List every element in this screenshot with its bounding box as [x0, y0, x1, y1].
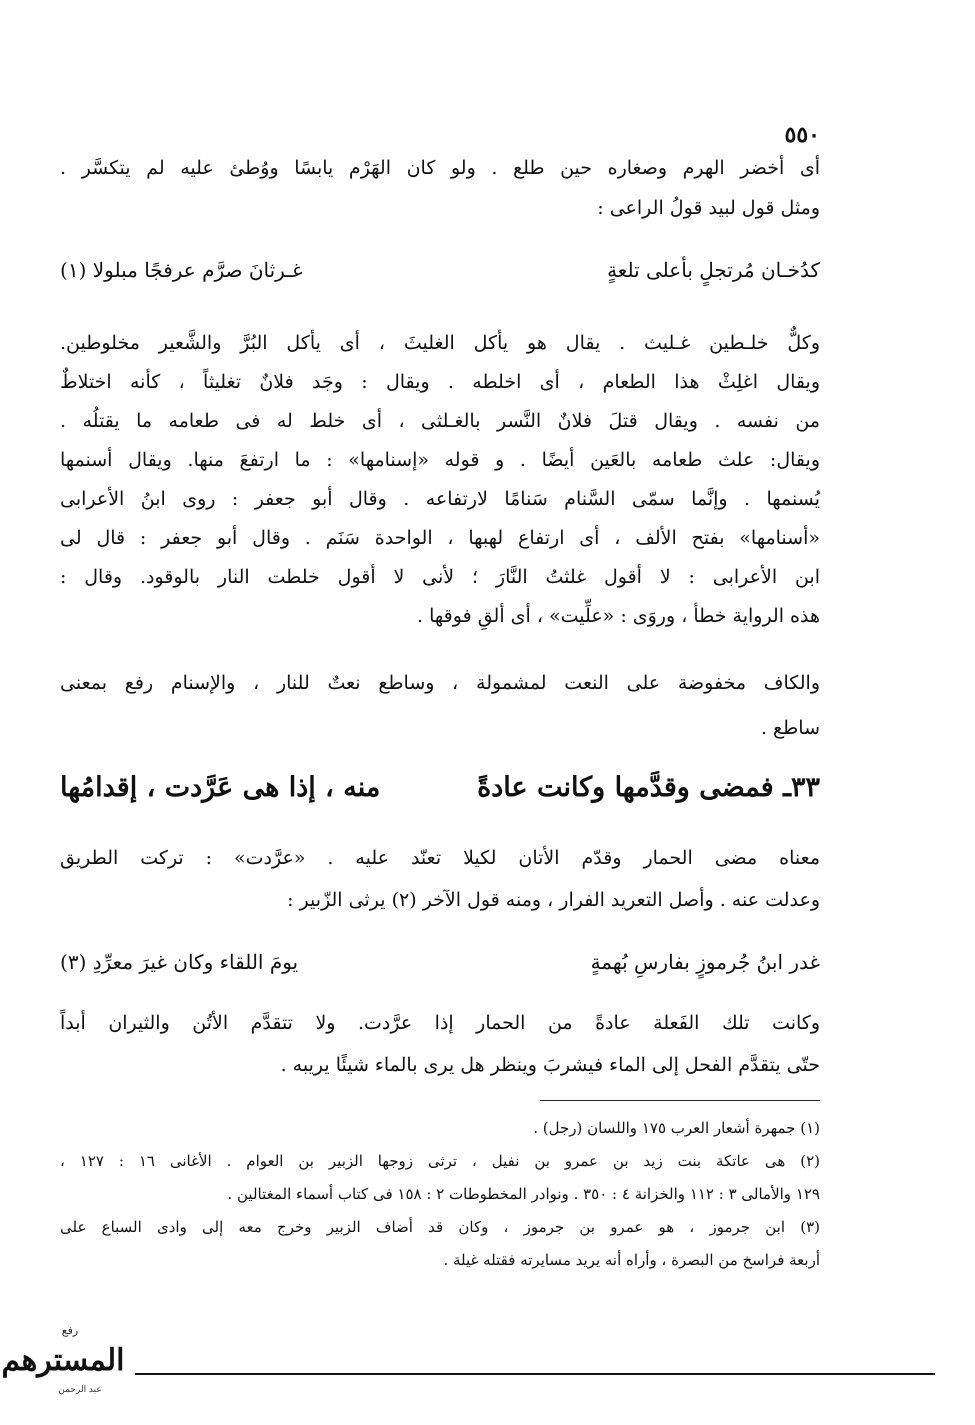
svg-text:المسترهم: المسترهم: [1, 1343, 125, 1378]
footnote-divider: [540, 1100, 820, 1101]
body-line: يُسنمها . وإنَّما سمّى السَّنام سَنامًا لارتفاعه . وقال أبو جعفر : روى ابنُ الأعرابى: [60, 488, 820, 510]
body-line: ويقال: علث طعامه بالعَين أيضًا . و قوله «إسنامها» : ما ارتفعَ منها. ويقال أسنمها: [60, 449, 820, 471]
body-line: وكانت تلك الفَعلة عادةً من الحمار إذا عرَّدت. ولا تتقدَّم الأتُن والثيران أبداً: [60, 1012, 820, 1034]
body-line: أى أخضر الهرم وصغاره حين طلع . ولو كان الهَرْم يابسًا ووُطئ عليه لم يتكسَّر .: [60, 157, 820, 179]
body-line: من نفسه . ويقال قتلَ فلانٌ النَّسر بالغـلثى ، أى خلط له فى طعامه ما يقتلُه .: [60, 410, 820, 432]
body-line: هذه الرواية خطأ ، وروَى : «علِّيت» ، أى ألقِ فوقها .: [417, 605, 820, 627]
verse-first-hemistich: غدر ابنُ جُرموزٍ بفارسِ بُهمةٍ: [590, 950, 820, 974]
body-line: والكاف مخفوضة على النعت لمشمولة ، وساطع نعتٌ للنار ، والإسنام رفع بمعنى: [60, 672, 820, 694]
verse-second-hemistich: غـرثانَ صرَّم عرفجًا مبلولا (١): [60, 258, 303, 282]
body-line: وعدلت عنه . وأصل التعريد الفرار ، ومنه قول الآخر (٢) يرثى الزّبير :: [287, 889, 820, 911]
verse-second-hemistich: منه ، إذا هى عَرَّدت ، إقدامُها: [60, 772, 381, 803]
body-line: ويقال اغلِثْ هذا الطعام ، أى اخلطه . ويقال : وجَد فلانٌ تغليثاً ، كأنه اختلاطٌ: [60, 371, 820, 393]
verse-first-hemistich: كدُخـان مُرتجلٍ بأعلى تلعةٍ: [607, 258, 820, 282]
footnote-line: (٢) هى عاتكة بنت زيد بن عمرو بن نفيل ، ترثى زوجها الزبير بن العوام . الأغانى ١٦ : ١٢٧ ،: [60, 1152, 820, 1170]
body-line: حتّى يتقدَّم الفحل إلى الماء فيشربَ وينظر هل يرى بالماء شيئًا يريبه .: [280, 1054, 820, 1076]
bottom-rule: [135, 1373, 935, 1375]
library-stamp-logo: [1, 1320, 125, 1400]
svg-text:رفع: رفع: [61, 1324, 79, 1337]
footnote-line: (١) جمهرة أشعار العرب ١٧٥ واللسان (رجل) .: [533, 1119, 820, 1137]
verse-couplet: [60, 250, 820, 290]
verse-couplet: [60, 942, 820, 982]
footnote-line: ١٢٩ والأمالى ٣ : ١١٢ والخزانة ٤ : ٣٥٠ . ونوادر المخطوطات ٢ : ١٥٨ فى كتاب أسماء المغتالين .: [227, 1185, 820, 1203]
body-line: «أسنامها» بفتح الألف ، أى ارتفاع لهبها ، الواحدة سَنَم . وقال أبو جعفر : قال لى: [60, 527, 820, 549]
verse-33-heading: [60, 765, 820, 811]
verse-first-hemistich: ٣٣ـ فمضى وقدَّمها وكانت عادةً: [477, 772, 820, 803]
body-line: ابن الأعرابى : لا أقول غلثتُ النَّارَ ؛ لأنى لا أقول خلطت النار بالوقود. وقال :: [60, 566, 820, 588]
verse-second-hemistich: يومَ اللقاء وكان غيرَ معرِّدِ (٣): [60, 950, 299, 974]
body-line: ومثل قول لبيد قولُ الراعى :: [597, 197, 820, 219]
book-page: [60, 110, 820, 1310]
footnote-line: (٣) ابن جرموز ، هو عمرو بن جرموز ، وكان قد أضاف الزبير وخرج معه إلى وادى السباع على: [60, 1218, 820, 1236]
svg-text:عبد الرحمن: عبد الرحمن: [58, 1385, 102, 1395]
body-line: معناه مضى الحمار وقدّم الأتان لكيلا تعنّد عليه . «عرَّدت» : تركت الطريق: [60, 847, 820, 869]
page-number: ٥٥٠: [784, 122, 820, 148]
body-line: وكلٌّ خلـطين غـليث . يقال هو يأكل الغليثَ ، أى يأكل البُرَّ والشَّعير مخلوطين.: [60, 332, 820, 354]
body-line: ساطع .: [760, 717, 820, 739]
footnote-line: أربعة فراسخ من البصرة ، وأراه أنه يريد مسايرته فقتله غيلة .: [443, 1251, 820, 1269]
